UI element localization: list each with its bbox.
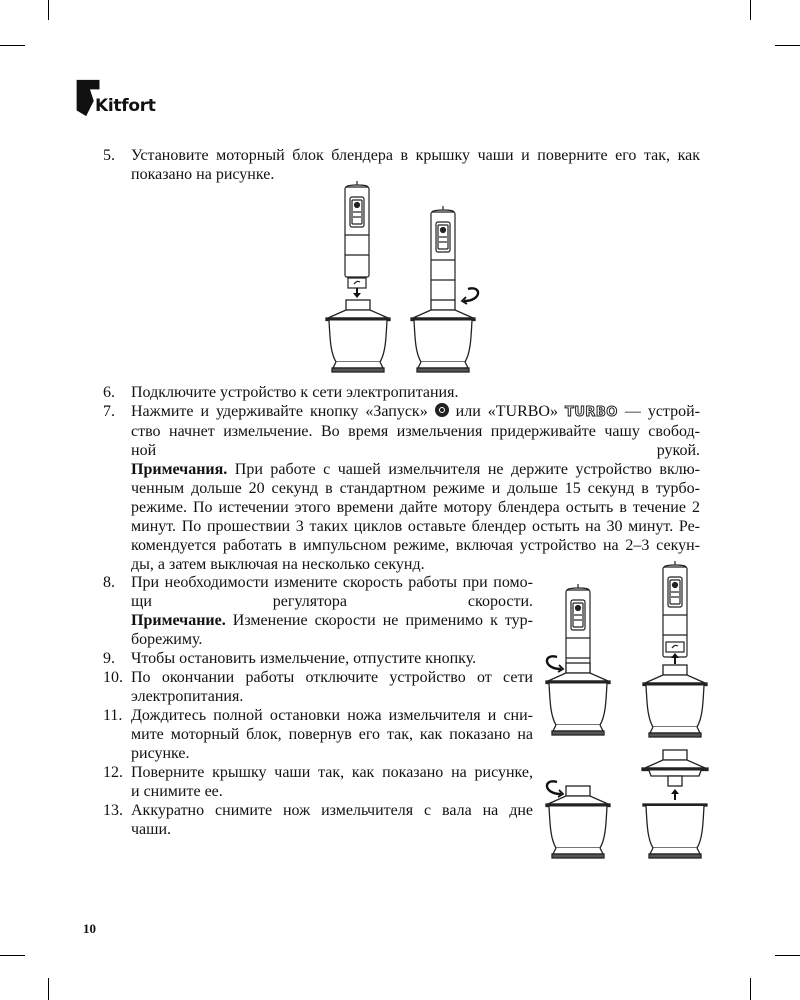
text: или «TURBO» <box>448 403 565 420</box>
text: электропитания. <box>131 688 244 705</box>
list-item-number: 11. <box>103 707 123 724</box>
text: Чтобы остановить измельчение, отпустите кнопку. <box>131 650 477 667</box>
text: Аккуратно снимите нож измельчителя с вала на дне <box>131 802 533 819</box>
text: режиме. По истечении этого времени дайте мотору блендера остыть в течение 2 <box>131 499 700 516</box>
text: борежиму. <box>131 631 203 648</box>
note-label: Примечание. <box>131 612 226 629</box>
text: минут. По прошествии 3 таких циклов оставьте блендер остыть на 30 минут. Ре- <box>131 518 700 535</box>
text: — устрой- <box>617 403 700 420</box>
list-item-number: 13. <box>103 802 123 819</box>
page-number: 10 <box>83 921 96 936</box>
text: комендуется работать в импульсном режиме, включая устройство на 2–3 секун- <box>131 537 700 554</box>
text: По окончании работы отключите устройство от сети <box>131 669 533 686</box>
text: Изменение скорости не применимо к тур- <box>225 612 533 629</box>
text: При необходимости измените скорость работы при помо- <box>131 574 533 591</box>
text: ченным дольше 20 секунд в стандартном режиме и дольше 15 секунд в турбо- <box>131 480 700 497</box>
figure-lid-rotate <box>546 781 610 858</box>
list-item-number: 8. <box>103 574 115 591</box>
list-item-number: 7. <box>103 403 115 420</box>
list-item-number: 9. <box>103 650 115 667</box>
rotate-arrow-icon <box>462 288 478 304</box>
note-label: Примечания. <box>131 461 228 478</box>
text: ство начнет измельчение. Во время измельчения придерживайте чашу свобод- <box>131 423 700 440</box>
text: При работе с чашей измельчителя не держите устройство вклю- <box>227 461 700 478</box>
list-item-number: 6. <box>103 384 115 401</box>
list-item-number: 12. <box>103 764 123 781</box>
list-item-number: 5. <box>103 147 115 164</box>
turbo-button-icon: TURBO <box>564 405 618 420</box>
text: и снимите ее. <box>131 783 223 800</box>
text: Поверните крышку чаши так, как показано на рисунке, <box>131 764 533 781</box>
text: щи регулятора скорости. <box>131 593 533 610</box>
figure-motor-rotate-off <box>546 584 610 735</box>
text: Подключите устройство к сети электропитания. <box>131 384 459 401</box>
text: Установите моторный блок блендера в крышку чаши и поверните его так, как <box>131 147 700 164</box>
text: мите моторный блок, повернув его так, как показано на <box>131 726 533 743</box>
figure-lid-remove <box>642 750 708 858</box>
text: Дождитесь полной остановки ножа измельчителя и сни- <box>131 707 533 724</box>
rotate-arrow-icon <box>547 656 563 672</box>
brand-logo-text: Kitfort <box>95 96 156 116</box>
text: ной рукой. <box>131 442 700 459</box>
figure-motor-rotate <box>411 206 478 372</box>
figure-motor-remove <box>643 561 707 737</box>
text: Нажмите и удерживайте кнопку «Запуск» <box>131 403 435 420</box>
text: чаши. <box>131 821 172 838</box>
text: ды, а затем выключая на несколько секунд. <box>131 556 425 573</box>
figure-motor-insert <box>326 181 390 372</box>
list-item-number: 10. <box>103 669 123 686</box>
rotate-arrow-icon <box>547 781 563 797</box>
text: показано на рисунке. <box>131 166 275 183</box>
text: рисунке. <box>131 745 190 762</box>
